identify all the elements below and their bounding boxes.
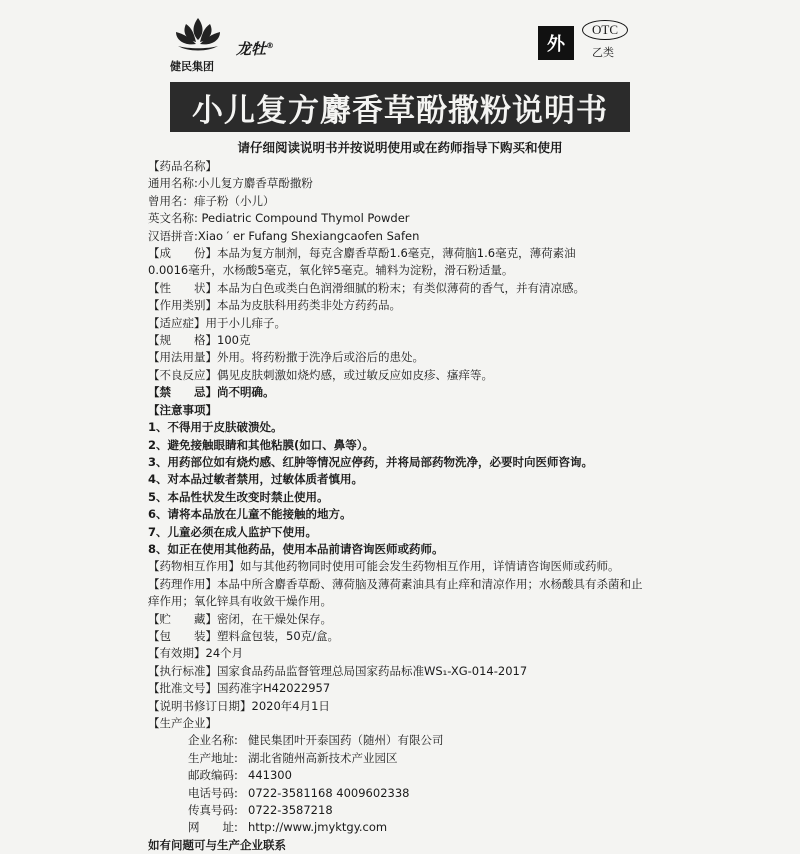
document-title: 小儿复方麝香草酚撒粉说明书 (170, 82, 630, 132)
field-value: 密闭，在干燥处保存。 (217, 611, 332, 626)
manufacturer-value: 0722-3587218 (248, 803, 333, 818)
precaution-item: 5、本品性状发生改变时禁止使用。 (148, 489, 329, 504)
precaution-item: 6、请将本品放在儿童不能接触的地方。 (148, 507, 352, 522)
field-label: 【作用类别】 (148, 298, 217, 313)
field-label: 【不良反应】 (148, 367, 217, 382)
manufacturer-row (188, 785, 648, 802)
field-value: 偶见皮肤刺激如烧灼感，或过敏反应如皮疹、瘙痒等。 (217, 367, 493, 382)
drug-interactions (148, 558, 648, 575)
contact-footer: 如有问题可与生产企业联系 (148, 837, 286, 852)
revision-date (148, 698, 648, 715)
manufacturer-row (188, 750, 648, 767)
manufacturer-row (188, 767, 648, 784)
precaution-item: 4、对本品过敏者禁用，过敏体质者慎用。 (148, 472, 363, 487)
manufacturer-key: 网 址: (188, 820, 238, 835)
section-heading: 【注意事项】 (148, 402, 217, 417)
composition-cont: 0.0016毫升，水杨酸5毫克，氧化锌5毫克。辅料为淀粉，滑石粉适量。 (148, 263, 514, 278)
manufacturer-value: http://www.jmyktgy.com (248, 820, 388, 835)
manufacturer-row (188, 802, 648, 819)
field-value: 100克 (217, 333, 251, 348)
field-label: 【有效期】 (148, 646, 206, 661)
reading-notice: 请仔细阅读说明书并按说明使用或在药师指导下购买和使用 (237, 140, 563, 155)
manufacturer-key: 传真号码: (188, 803, 238, 818)
leaflet-body (148, 158, 648, 854)
field-value: 国药准字H42022957 (217, 681, 331, 696)
manufacturer-key: 企业名称: (188, 733, 238, 748)
adverse-reactions (148, 367, 648, 384)
specification (148, 332, 648, 349)
field-value: 本品为复方制剂，每克含麝香草酚1.6毫克，薄荷脑1.6毫克，薄荷素油 (217, 246, 576, 261)
contraindications (148, 384, 648, 401)
otc-mark (582, 20, 632, 60)
lotus-icon (170, 16, 226, 56)
manufacturer-key: 生产地址: (188, 750, 238, 765)
indication (148, 315, 648, 332)
approval-number (148, 680, 648, 697)
brand-name: 龙牡® (236, 40, 275, 58)
field-value: 用于小儿痱子。 (205, 315, 286, 330)
english-name: 英文名称: Pediatric Compound Thymol Powder (148, 211, 410, 226)
usage (148, 349, 648, 366)
generic-name: 通用名称:小儿复方麝香草酚撒粉 (148, 176, 313, 191)
manufacturer-row (188, 732, 648, 749)
precaution-item: 1、不得用于皮肤破溃处。 (148, 420, 283, 435)
external-use-badge: 外 (538, 26, 574, 60)
properties (148, 280, 648, 297)
manufacturer-key: 电话号码: (188, 785, 238, 800)
otc-badge: OTC (582, 20, 628, 40)
manufacturer-value: 健民集团叶开泰国药（随州）有限公司 (248, 733, 444, 748)
field-value: 本品为白色或类白色润滑细腻的粉末；有类似薄荷的香气，并有清凉感。 (217, 280, 585, 295)
composition (148, 245, 648, 262)
field-label: 【包 装】 (148, 628, 217, 643)
pinyin-name: 汉语拼音:Xiao ′ er Fufang Shexiangcaofen Safen (148, 228, 420, 243)
field-value: 24个月 (205, 646, 244, 661)
field-label: 【贮 藏】 (148, 611, 217, 626)
field-label: 【药理作用】 (148, 576, 217, 591)
manufacturer-key: 邮政编码: (188, 768, 238, 783)
package (148, 628, 648, 645)
field-label: 【性 状】 (148, 280, 217, 295)
manufacturer-info (148, 732, 648, 836)
precaution-item: 3、用药部位如有烧灼感、红肿等情况应停药，并将局部药物洗净，必要时向医师咨询。 (148, 454, 593, 469)
field-label: 【禁 忌】 (148, 385, 217, 400)
pharmacology (148, 576, 648, 611)
field-value: 国家食品药品监督管理总局国家药品标准WS₁-XG-014-2017 (217, 663, 528, 678)
company-short-name: 健民集团 (170, 60, 214, 73)
field-value: 2020年4月1日 (251, 698, 330, 713)
field-label: 【批准文号】 (148, 681, 217, 696)
former-name: 曾用名：痱子粉（小儿） (148, 193, 275, 208)
precaution-item: 2、避免接触眼睛和其他粘膜(如口、鼻等）。 (148, 437, 375, 452)
field-label: 【用法用量】 (148, 350, 217, 365)
manufacturer-row (188, 819, 648, 836)
field-value: 本品为皮肤科用药类非处方药药品。 (217, 298, 401, 313)
manufacturer-value: 441300 (248, 768, 292, 783)
precaution-item: 8、如正在使用其他药品，使用本品前请咨询医师或药师。 (148, 541, 444, 556)
otc-class: 乙类 (592, 46, 614, 59)
field-value: 塑料盒包装，50克/盒。 (217, 628, 340, 643)
field-value: 尚不明确。 (217, 385, 275, 400)
field-value: 外用。将药粉撒于洗净后或浴后的患处。 (217, 350, 424, 365)
section-heading: 【生产企业】 (148, 716, 217, 730)
field-label: 【说明书修订日期】 (148, 698, 252, 713)
storage (148, 611, 648, 628)
field-label: 【适应症】 (148, 315, 206, 330)
standard (148, 663, 648, 680)
manufacturer-value: 湖北省随州高新技术产业园区 (248, 750, 398, 765)
section-heading: 【药品名称】 (148, 159, 217, 173)
category (148, 297, 648, 314)
field-value: 如与其他药物同时使用可能会发生药物相互作用，详情请咨询医师或药师。 (240, 559, 620, 574)
field-label: 【药物相互作用】 (148, 559, 240, 574)
field-label: 【成 份】 (148, 246, 217, 261)
validity (148, 645, 648, 662)
precaution-item: 7、儿童必须在成人监护下使用。 (148, 524, 317, 539)
precautions (148, 402, 648, 559)
field-label: 【规 格】 (148, 333, 217, 348)
field-value: 本品中所含麝香草酚、薄荷脑及薄荷素油具有止痒和清凉作用；水杨酸具有杀菌和止痒作用；氧化锌具有收敛干燥作用。 (148, 576, 643, 609)
field-label: 【执行标准】 (148, 663, 217, 678)
manufacturer-value: 0722-3581168 4009602338 (248, 785, 410, 800)
company-logo (160, 16, 275, 76)
